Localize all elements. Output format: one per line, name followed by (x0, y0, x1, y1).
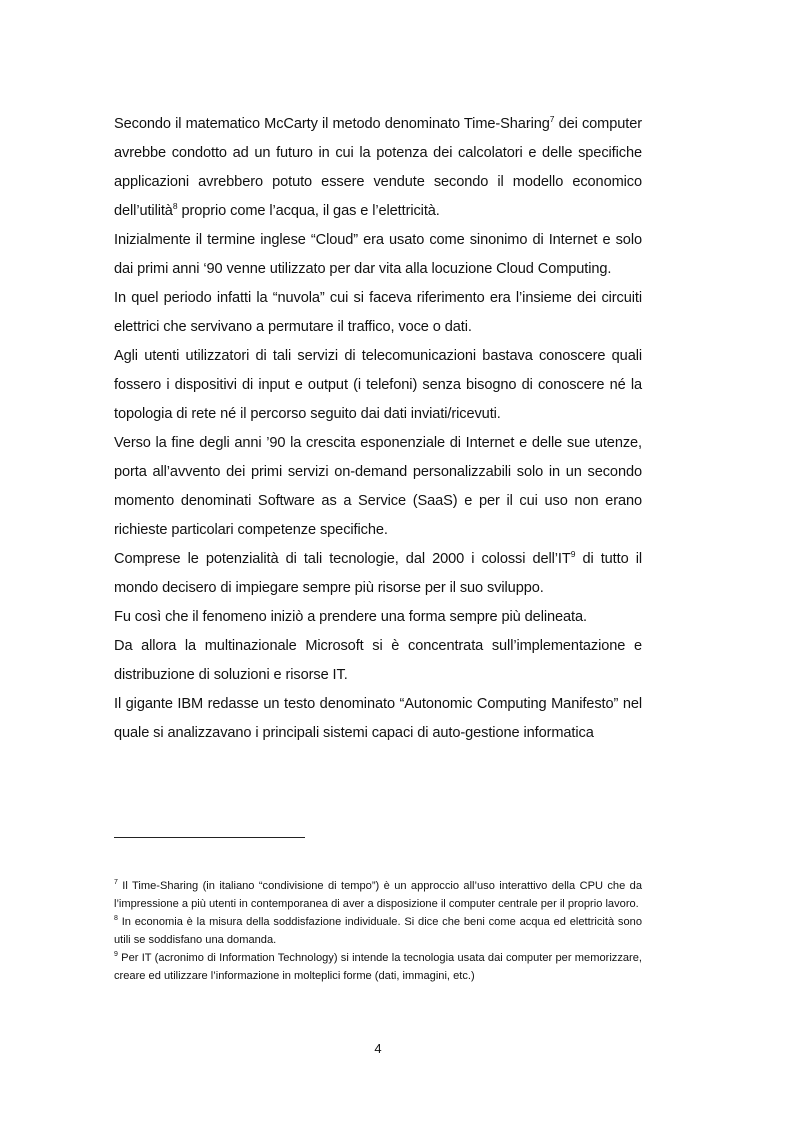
footnote-text: In economia è la misura della soddisfazione individuale. Si dice che beni come acqua ed elettricità sono utili se soddisfano una domanda. (114, 916, 642, 946)
paragraph-4: Agli utenti utilizzatori di tali servizi di telecomunicazioni bastava conoscere quali fossero i dispositivi di input e output (i telefoni) senza bisogno di conoscere né la topologia di rete né il percorso seguito dai dati inviati/ricevuti. (114, 348, 642, 422)
paragraph-9: Il gigante IBM redasse un testo denominato “Autonomic Computing Manifesto” nel quale si analizzavano i principali sistemi capaci di auto-gestione informatica (114, 696, 642, 741)
footnote-number: 9 (114, 951, 118, 958)
paragraph-6 (114, 545, 642, 603)
paragraph-3: In quel periodo infatti la “nuvola” cui si faceva riferimento era l’insieme dei circuiti elettrici che servivano a permutare il traffico, voce o dati. (114, 290, 642, 335)
paragraph-6-part-b: di tutto il mondo decisero di impiegare sempre più risorse per il suo sviluppo. (114, 551, 642, 596)
footnote-separator (114, 837, 305, 838)
paragraph-1-part-c: proprio come l’acqua, il gas e l’elettricità. (177, 203, 440, 219)
footnote-7 (114, 877, 642, 913)
paragraph-1-part-b: dei computer avrebbe condotto ad un futuro in cui la potenza dei calcolatori e delle specifiche applicazioni avrebbero potuto essere vendute secondo il modello economico dell’utilità (114, 116, 642, 219)
paragraph-5: Verso la fine degli anni ’90 la crescita esponenziale di Internet e delle sue utenze, porta all’avvento dei primi servizi on-demand personalizzabili solo in un secondo momento denominati Software as a Service (SaaS) e per il cui uso non erano richieste particolari competenze specifiche. (114, 435, 642, 538)
footnotes (114, 877, 642, 985)
footnote-8 (114, 913, 642, 949)
footnote-9 (114, 949, 642, 985)
footnote-ref-7[interactable]: 7 (549, 114, 555, 124)
paragraph-1 (114, 110, 642, 226)
paragraph-8: Da allora la multinazionale Microsoft si è concentrata sull’implementazione e distribuzione di soluzioni e risorse IT. (114, 638, 642, 683)
page-number: 4 (374, 1041, 382, 1056)
footnote-number: 7 (114, 879, 118, 886)
paragraph-2: Inizialmente il termine inglese “Cloud” era usato come sinonimo di Internet e solo dai primi anni ‘90 venne utilizzato per dar vita alla locuzione Cloud Computing. (114, 232, 642, 277)
paragraph-7: Fu così che il fenomeno iniziò a prendere una forma sempre più delineata. (114, 609, 587, 625)
paragraph-6-part-a: Comprese le potenzialità di tali tecnologie, dal 2000 i colossi dell’IT (114, 551, 571, 567)
footnote-number: 8 (114, 915, 118, 922)
footnote-ref-9[interactable]: 9 (570, 549, 576, 559)
footnote-ref-8[interactable]: 8 (172, 201, 178, 211)
footnote-text: Per IT (acronimo di Information Technology) si intende la tecnologia usata dai computer per memorizzare, creare ed utilizzare l’informazione in molteplici forme (dati, immagini, etc.) (114, 952, 642, 982)
footnote-text: Il Time-Sharing (in italiano “condivisione di tempo”) è un approccio all’uso interattivo della CPU che da l’impressione a più utenti in contemporanea di aver a disposizione il computer centrale per il proprio lavoro. (114, 880, 642, 910)
paragraph-1-part-a: Secondo il matematico McCarty il metodo denominato Time-Sharing (114, 116, 550, 132)
body-text (114, 110, 642, 748)
